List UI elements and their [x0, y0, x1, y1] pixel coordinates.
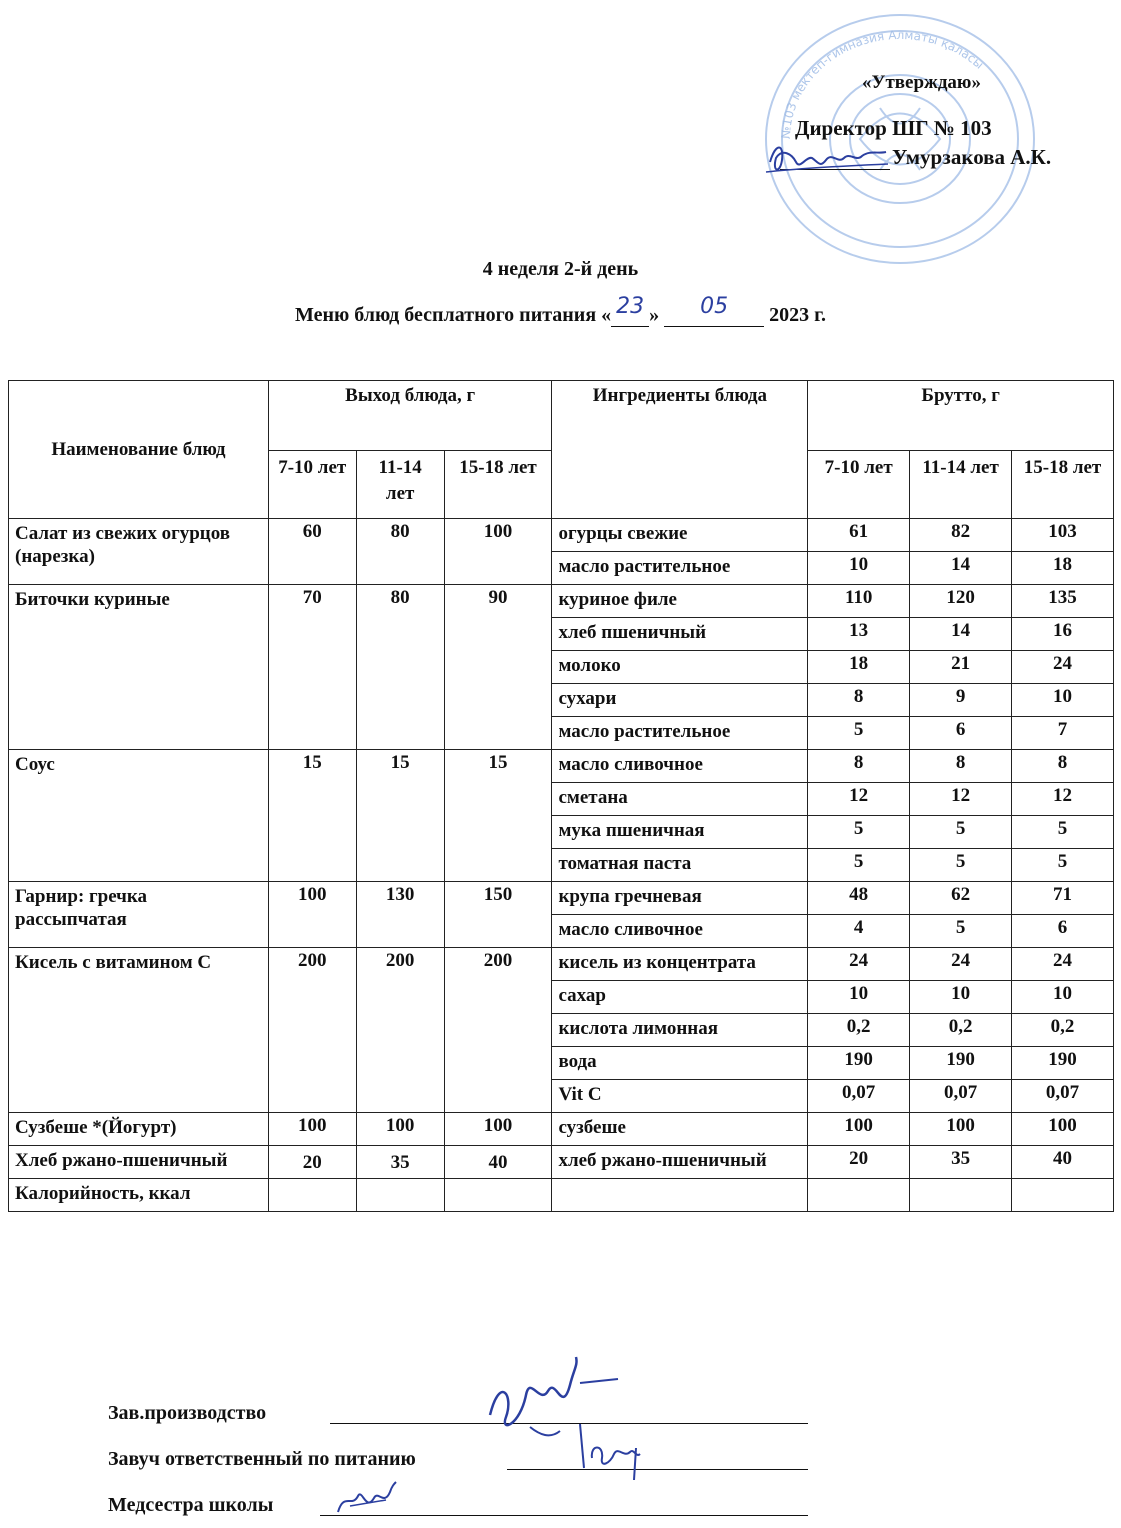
menu-title-mid: » [649, 304, 660, 326]
ingredient-brutto-1: 5 [808, 849, 910, 882]
ingredient-brutto-3: 12 [1012, 783, 1114, 816]
dish-output-2: 80 [356, 519, 444, 585]
dish-output-2: 100 [356, 1113, 444, 1146]
calorie-cell [808, 1179, 910, 1212]
dish-output-3: 40 [444, 1146, 552, 1179]
ingredient-brutto-2: 35 [910, 1146, 1012, 1179]
head-teacher-signature [570, 1418, 650, 1488]
dish-name: Салат из свежих огурцов (нарезка) [9, 519, 269, 585]
director-title: Директор ШГ № 103 [795, 116, 992, 140]
ingredient-name: томатная паста [552, 849, 808, 882]
ingredient-name: хлеб пшеничный [552, 618, 808, 651]
footer-school-nurse: Медсестра школы [108, 1494, 274, 1516]
ingredient-brutto-1: 100 [808, 1113, 910, 1146]
dish-output-3: 15 [444, 750, 552, 882]
ingredient-brutto-2: 5 [910, 816, 1012, 849]
calorie-cell [910, 1179, 1012, 1212]
menu-month-blank [664, 294, 764, 327]
ingredient-name: сахар [552, 981, 808, 1014]
dish-output-1: 60 [268, 519, 356, 585]
ingredient-brutto-3: 10 [1012, 981, 1114, 1014]
dish-output-1: 70 [268, 585, 356, 750]
director-name: Умурзакова А.К. [892, 145, 1052, 169]
ingredient-brutto-3: 190 [1012, 1047, 1114, 1080]
dish-output-3: 90 [444, 585, 552, 750]
ingredient-brutto-1: 20 [808, 1146, 910, 1179]
calorie-cell [268, 1179, 356, 1212]
ingredient-brutto-2: 5 [910, 849, 1012, 882]
ingredient-brutto-1: 61 [808, 519, 910, 552]
ingredient-brutto-1: 5 [808, 816, 910, 849]
calorie-row [9, 1179, 1114, 1212]
ingredient-brutto-1: 24 [808, 948, 910, 981]
ingredient-name: мука пшеничная [552, 816, 808, 849]
dish-output-3: 150 [444, 882, 552, 948]
ingredient-name: крупа гречневая [552, 882, 808, 915]
ingredient-brutto-2: 10 [910, 981, 1012, 1014]
ingredient-brutto-2: 5 [910, 915, 1012, 948]
ingredient-brutto-3: 8 [1012, 750, 1114, 783]
dish-output-2: 200 [356, 948, 444, 1113]
calorie-cell [444, 1179, 552, 1212]
ingredient-brutto-1: 13 [808, 618, 910, 651]
ingredient-name: куриное филе [552, 585, 808, 618]
footer-line-2 [507, 1468, 808, 1470]
dish-name: Кисель с витамином С [9, 948, 269, 1113]
ingredient-name: сухари [552, 684, 808, 717]
ingredient-brutto-1: 10 [808, 981, 910, 1014]
ingredient-brutto-1: 10 [808, 552, 910, 585]
table-row [9, 585, 1114, 618]
ingredient-brutto-1: 18 [808, 651, 910, 684]
ingredient-brutto-2: 24 [910, 948, 1012, 981]
ingredient-brutto-2: 14 [910, 552, 1012, 585]
brutto-age-1: 7-10 лет [808, 451, 910, 519]
dish-output-2: 15 [356, 750, 444, 882]
ingredient-name: хлеб ржано-пшеничный [552, 1146, 808, 1179]
ingredient-brutto-1: 4 [808, 915, 910, 948]
table-row [9, 948, 1114, 981]
ingredient-brutto-3: 24 [1012, 948, 1114, 981]
table-row [9, 750, 1114, 783]
ingredient-brutto-3: 5 [1012, 816, 1114, 849]
ingredient-name: масло сливочное [552, 750, 808, 783]
ingredient-brutto-1: 5 [808, 717, 910, 750]
ingredient-brutto-3: 18 [1012, 552, 1114, 585]
ingredient-name: вода [552, 1047, 808, 1080]
ingredient-brutto-1: 110 [808, 585, 910, 618]
ingredient-brutto-3: 40 [1012, 1146, 1114, 1179]
dish-output-2: 130 [356, 882, 444, 948]
director-signature [762, 134, 892, 182]
table-row [9, 1113, 1114, 1146]
ingredient-brutto-3: 0,2 [1012, 1014, 1114, 1047]
menu-title [0, 294, 1121, 327]
dish-output-3: 100 [444, 1113, 552, 1146]
approve-label: «Утверждаю» [862, 72, 981, 93]
calorie-cell [552, 1179, 808, 1212]
ingredient-brutto-3: 103 [1012, 519, 1114, 552]
ingredient-name: сметана [552, 783, 808, 816]
ingredient-brutto-3: 100 [1012, 1113, 1114, 1146]
brutto-age-2: 11-14 лет [910, 451, 1012, 519]
menu-title-prefix: Меню блюд бесплатного питания « [295, 304, 612, 326]
ingredient-brutto-2: 120 [910, 585, 1012, 618]
ingredient-name: масло растительное [552, 717, 808, 750]
ingredient-brutto-2: 21 [910, 651, 1012, 684]
ingredient-brutto-3: 135 [1012, 585, 1114, 618]
ingredient-brutto-2: 190 [910, 1047, 1012, 1080]
ingredient-name: огурцы свежие [552, 519, 808, 552]
dish-output-1: 200 [268, 948, 356, 1113]
calorie-label: Калорийность, ккал [9, 1179, 269, 1212]
ingredient-brutto-3: 16 [1012, 618, 1114, 651]
ingredient-name: масло сливочное [552, 915, 808, 948]
ingredient-brutto-2: 0,2 [910, 1014, 1012, 1047]
dish-output-1: 100 [268, 1113, 356, 1146]
ingredient-brutto-1: 8 [808, 750, 910, 783]
table-row [9, 882, 1114, 915]
brutto-age-3: 15-18 лет [1012, 451, 1114, 519]
ingredient-brutto-1: 48 [808, 882, 910, 915]
output-age-2: 11-14 лет [356, 451, 444, 519]
ingredient-brutto-1: 8 [808, 684, 910, 717]
ingredient-name: масло растительное [552, 552, 808, 585]
ingredient-brutto-3: 24 [1012, 651, 1114, 684]
dish-output-1: 100 [268, 882, 356, 948]
dish-output-2: 80 [356, 585, 444, 750]
ingredient-brutto-3: 7 [1012, 717, 1114, 750]
ingredient-brutto-3: 6 [1012, 915, 1114, 948]
dish-name: Хлеб ржано-пшеничный [9, 1146, 269, 1179]
dish-name: Гарнир: гречка рассыпчатая [9, 882, 269, 948]
table-row [9, 519, 1114, 552]
footer-head-teacher: Завуч ответственный по питанию [108, 1448, 416, 1470]
ingredient-brutto-2: 0,07 [910, 1080, 1012, 1113]
ingredient-brutto-1: 0,07 [808, 1080, 910, 1113]
header-brutto: Брутто, г [808, 381, 1114, 451]
svg-text:№103 мектеп-гимназия Алматы қа: №103 мектеп-гимназия Алматы қаласы [778, 27, 987, 140]
ingredient-brutto-3: 5 [1012, 849, 1114, 882]
week-day-title: 4 неделя 2-й день [482, 258, 639, 280]
ingredient-brutto-2: 82 [910, 519, 1012, 552]
dish-output-1: 15 [268, 750, 356, 882]
header-dish-name: Наименование блюд [9, 381, 269, 519]
ingredient-brutto-2: 62 [910, 882, 1012, 915]
dish-output-2: 35 [356, 1146, 444, 1179]
footer-production-manager: Зав.производство [108, 1402, 267, 1424]
table-row [9, 1146, 1114, 1179]
output-age-1: 7-10 лет [268, 451, 356, 519]
menu-month-handwritten: 05 [700, 294, 729, 319]
ingredient-brutto-1: 190 [808, 1047, 910, 1080]
ingredient-name: молоко [552, 651, 808, 684]
ingredient-name: сузбеше [552, 1113, 808, 1146]
ingredient-brutto-2: 9 [910, 684, 1012, 717]
header-ingredients: Ингредиенты блюда [552, 381, 808, 519]
ingredient-brutto-2: 14 [910, 618, 1012, 651]
calorie-cell [356, 1179, 444, 1212]
dish-name: Соус [9, 750, 269, 882]
header-output: Выход блюда, г [268, 381, 552, 451]
menu-title-suffix: 2023 г. [769, 304, 826, 326]
ingredient-brutto-3: 71 [1012, 882, 1114, 915]
dish-name: Биточки куриные [9, 585, 269, 750]
ingredient-brutto-2: 6 [910, 717, 1012, 750]
ingredient-brutto-3: 0,07 [1012, 1080, 1114, 1113]
ingredient-name: кислота лимонная [552, 1014, 808, 1047]
ingredient-name: кисель из концентрата [552, 948, 808, 981]
output-age-3: 15-18 лет [444, 451, 552, 519]
ingredient-brutto-2: 8 [910, 750, 1012, 783]
menu-day-handwritten: 23 [616, 294, 645, 319]
calorie-cell [1012, 1179, 1114, 1212]
ingredient-brutto-1: 12 [808, 783, 910, 816]
ingredient-brutto-2: 12 [910, 783, 1012, 816]
dish-name: Сузбеше *(Йогурт) [9, 1113, 269, 1146]
menu-table [8, 380, 1114, 1212]
menu-day-blank [611, 294, 649, 327]
dish-output-3: 200 [444, 948, 552, 1113]
ingredient-brutto-3: 10 [1012, 684, 1114, 717]
ingredient-name: Vit C [552, 1080, 808, 1113]
dish-output-3: 100 [444, 519, 552, 585]
ingredient-brutto-1: 0,2 [808, 1014, 910, 1047]
dish-output-1: 20 [268, 1146, 356, 1179]
school-nurse-signature [330, 1478, 410, 1522]
ingredient-brutto-2: 100 [910, 1113, 1012, 1146]
